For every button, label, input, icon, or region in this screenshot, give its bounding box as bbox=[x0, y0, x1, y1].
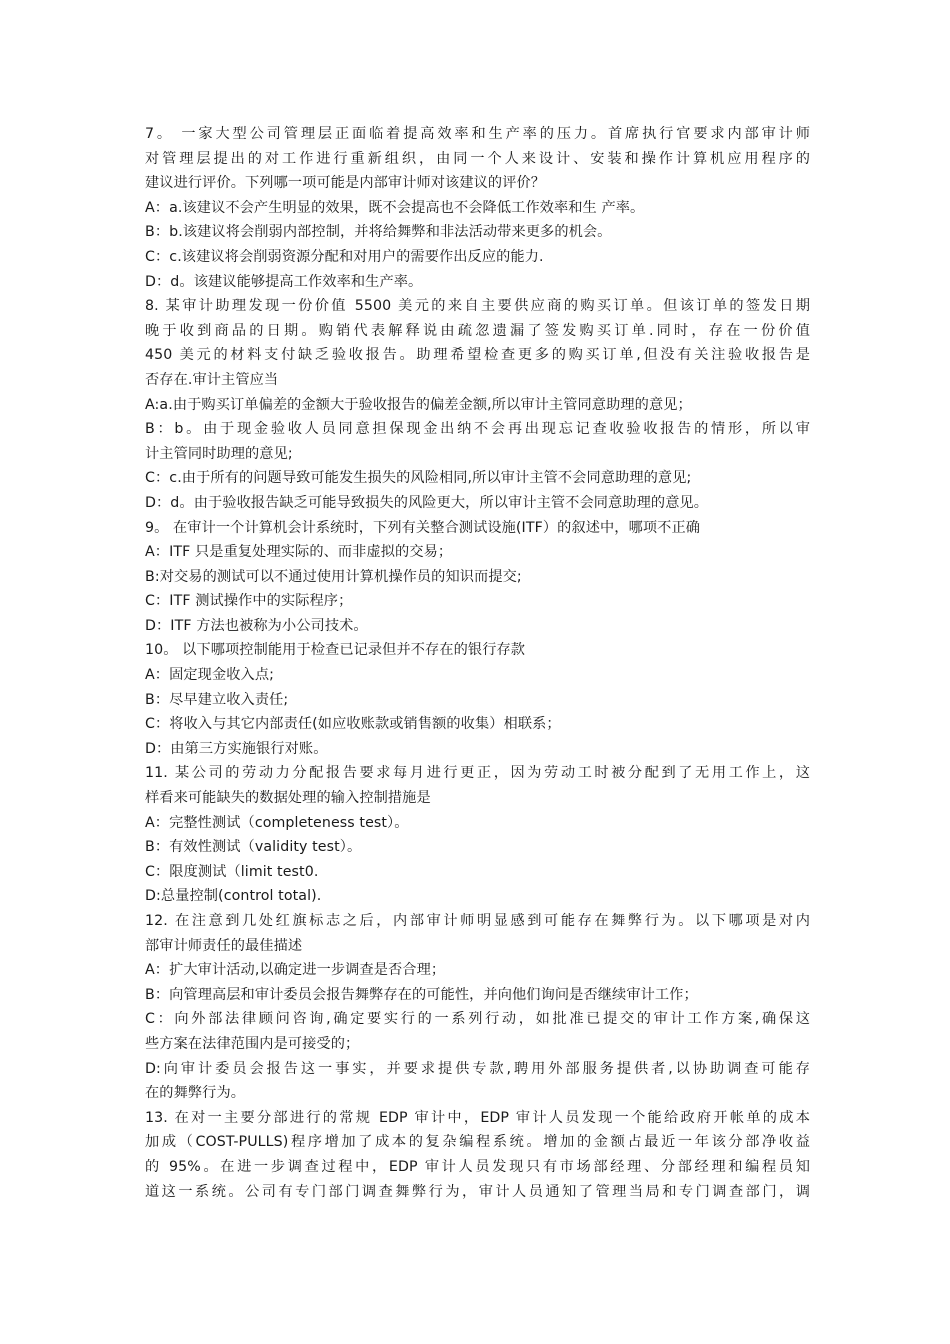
text-line: C：c.该建议将会削弱资源分配和对用户的需要作出反应的能力. bbox=[145, 248, 544, 265]
text-line: B：b.该建议将会削弱内部控制，并将给舞弊和非法活动带来更多的机会。 bbox=[145, 224, 612, 241]
text-line: A：固定现金收入点; bbox=[145, 667, 274, 684]
text-line: 样看来可能缺失的数据处理的输入控制措施是 bbox=[145, 790, 431, 807]
text-line: 道这一系统。公司有专门部门调查舞弊行为，审计人员通知了管理当局和专门调查部门，调 bbox=[145, 1183, 810, 1200]
text-line: 对管理层提出的对工作进行重新组织，由同一个人来设计、安装和操作计算机应用程序的 bbox=[145, 150, 810, 167]
text-line: 晚于收到商品的日期。购销代表解释说由疏忽遗漏了签发购买订单.同时，存在一份价值 bbox=[145, 322, 810, 339]
text-line: A：完整性测试（completeness test）。 bbox=[145, 814, 409, 831]
document-page bbox=[145, 122, 810, 1204]
text-line: C：限度测试（limit test0. bbox=[145, 863, 319, 880]
text-line: 加成（COST-PULLS)程序增加了成本的复杂编程系统。增加的金额占最近一年该分部净收益 bbox=[145, 1134, 810, 1151]
text-line: A：扩大审计活动,以确定进一步调查是否合理； bbox=[145, 962, 446, 979]
text-line: D:向审计委员会报告这一事实，并要求提供专款,聘用外部服务提供者,以协助调查可能存 bbox=[145, 1060, 810, 1077]
text-line: 在的舞弊行为。 bbox=[145, 1085, 246, 1102]
text-line: C：将收入与其它内部责任(如应收账款或销售额的收集）相联系； bbox=[145, 716, 561, 733]
text-line: D：d。该建议能够提高工作效率和生产率。 bbox=[145, 273, 423, 290]
text-line: B：尽早建立收入责任; bbox=[145, 691, 289, 708]
text-line: B：有效性测试（validity test）。 bbox=[145, 839, 362, 856]
text-line: 计主管同时助理的意见; bbox=[145, 445, 293, 462]
text-line: D：d。由于验收报告缺乏可能导致损失的风险更大，所以审计主管不会同意助理的意见。 bbox=[145, 494, 709, 511]
text-line: C：c.由于所有的问题导致可能发生损失的风险相同,所以审计主管不会同意助理的意见; bbox=[145, 470, 692, 487]
text-line: 13. 在对一主要分部进行的常规 EDP 审计中，EDP 审计人员发现一个能给政府开帐单的成本 bbox=[145, 1109, 810, 1126]
text-line: C：ITF 测试操作中的实际程序； bbox=[145, 593, 353, 610]
text-line: 10。 以下哪项控制能用于检查已记录但并不存在的银行存款 bbox=[145, 642, 526, 659]
text-line: 否存在.审计主管应当 bbox=[145, 371, 279, 388]
text-line: 7。 一家大型公司管理层正面临着提高效率和生产率的压力。首席执行官要求内部审计师 bbox=[145, 126, 810, 142]
text-line: A：ITF 只是重复处理实际的、而非虚拟的交易； bbox=[145, 544, 453, 561]
text-line: 些方案在法律范围内是可接受的； bbox=[145, 1035, 360, 1052]
text-line: A:a.由于购买订单偏差的金额大于验收报告的偏差金额,所以审计主管同意助理的意见； bbox=[145, 396, 692, 413]
text-line: 12. 在注意到几处红旗标志之后，内部审计师明显感到可能存在舞弊行为。以下哪项是对内 bbox=[145, 913, 810, 929]
text-line: 450 美元的材料支付缺乏验收报告。助理希望检查更多的购买订单,但没有关注验收报告是 bbox=[145, 347, 810, 364]
text-line: D:总量控制(control total). bbox=[145, 888, 322, 905]
text-line: 部审计师责任的最佳描述 bbox=[145, 937, 303, 954]
text-line: D：由第三方实施银行对账。 bbox=[145, 740, 328, 757]
text-line: D：ITF 方法也被称为小公司技术。 bbox=[145, 617, 368, 634]
text-line: B:对交易的测试可以不通过使用计算机操作员的知识而提交; bbox=[145, 568, 522, 585]
text-line: 9。 在审计一个计算机会计系统时，下列有关整合测试设施(ITF）的叙述中，哪项不正确 bbox=[145, 519, 701, 536]
text-line: 的 95%。在进一步调查过程中，EDP 审计人员发现只有市场部经理、分部经理和编程员知 bbox=[145, 1158, 810, 1175]
text-line: B：b。由于现金验收人员同意担保现金出纳不会再出现忘记查收验收报告的情形，所以审 bbox=[145, 421, 810, 438]
text-line: 11. 某公司的劳动力分配报告要求每月进行更正，因为劳动工时被分配到了无用工作上，这 bbox=[145, 765, 810, 782]
text-line: 建议进行评价。下列哪一项可能是内部审计师对该建议的评价？ bbox=[145, 175, 546, 192]
text-line: 8. 某审计助理发现一份价值 5500 美元的来自主要供应商的购买订单。但该订单的签发日期 bbox=[145, 298, 810, 315]
text-line: B：向管理高层和审计委员会报告舞弊存在的可能性，并向他们询问是否继续审计工作； bbox=[145, 986, 698, 1003]
text-line: A：a.该建议不会产生明显的效果，既不会提高也不会降低工作效率和生 产率。 bbox=[145, 199, 645, 216]
text-line: C：向外部法律顾问咨询,确定要实行的一系列行动，如批准已提交的审计工作方案,确保这 bbox=[145, 1011, 810, 1028]
